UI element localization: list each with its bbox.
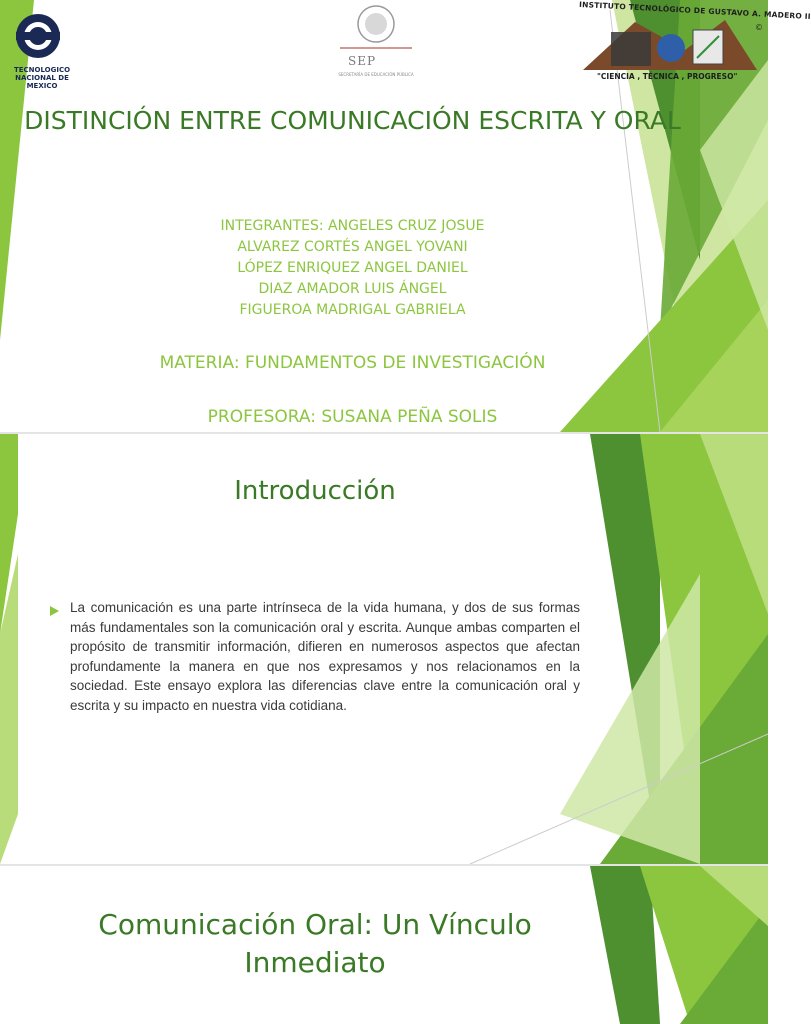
teacher-line: PROFESORA: SUSANA PEÑA SOLIS xyxy=(207,407,498,427)
svg-text:©: © xyxy=(755,23,763,32)
member-name: FIGUEROA MADRIGAL GABRIELA xyxy=(239,302,466,318)
slide-title: Comunicación Oral: Un Vínculo Inmediato xyxy=(98,908,532,979)
intro-paragraph: La comunicación es una parte intrínseca de la vida humana, y dos de sus formas más fundamentales son la comunicación oral y escrita. Aunque ambas comparten el propósito de transmitir información, difieren en numerosos aspectos que afectan profundamente la manera en que nos expresamos y nos relacionamos en la sociedad. Este ensayo explora las diferencias clave entre la comunicación oral y escrita y su impacto en nuestra vida cotidiana. xyxy=(70,600,580,713)
introduction-slide xyxy=(0,434,768,864)
members-heading: INTEGRANTES: ANGELES CRUZ JOSUE xyxy=(220,218,485,234)
sep-logo-subtext: SECRETARÍA DE EDUCACIÓN PÚBLICA xyxy=(338,72,414,77)
subject-line: MATERIA: FUNDAMENTOS DE INVESTIGACIÓN xyxy=(159,353,546,373)
tecnm-logo xyxy=(0,6,84,90)
tecnm-logo-text: TECNOLOGICO NACIONAL DE MEXICO xyxy=(13,66,71,90)
itgam-logo xyxy=(575,0,811,86)
member-name: DIAZ AMADOR LUIS ÁNGEL xyxy=(258,281,447,297)
presentation-title: DISTINCIÓN ENTRE COMUNICACIÓN ESCRITA Y ORAL xyxy=(24,106,681,135)
oral-communication-slide xyxy=(0,866,768,1024)
title-slide xyxy=(0,0,811,432)
member-name: LÓPEZ ENRIQUEZ ANGEL DANIEL xyxy=(237,260,468,276)
itgam-logo-arc-text: INSTITUTO TECNOLÓGICO DE GUSTAVO A. MADERO II xyxy=(578,0,811,22)
member-name: ALVAREZ CORTÉS ANGEL YOVANI xyxy=(237,239,468,255)
itgam-logo-motto: "CIENCIA , TÉCNICA , PROGRESO" xyxy=(597,72,738,81)
sep-logo xyxy=(336,2,416,88)
bullet-arrow-icon xyxy=(50,606,59,616)
slide-title: Introducción xyxy=(234,476,396,506)
sep-logo-text: SEP xyxy=(348,54,377,68)
